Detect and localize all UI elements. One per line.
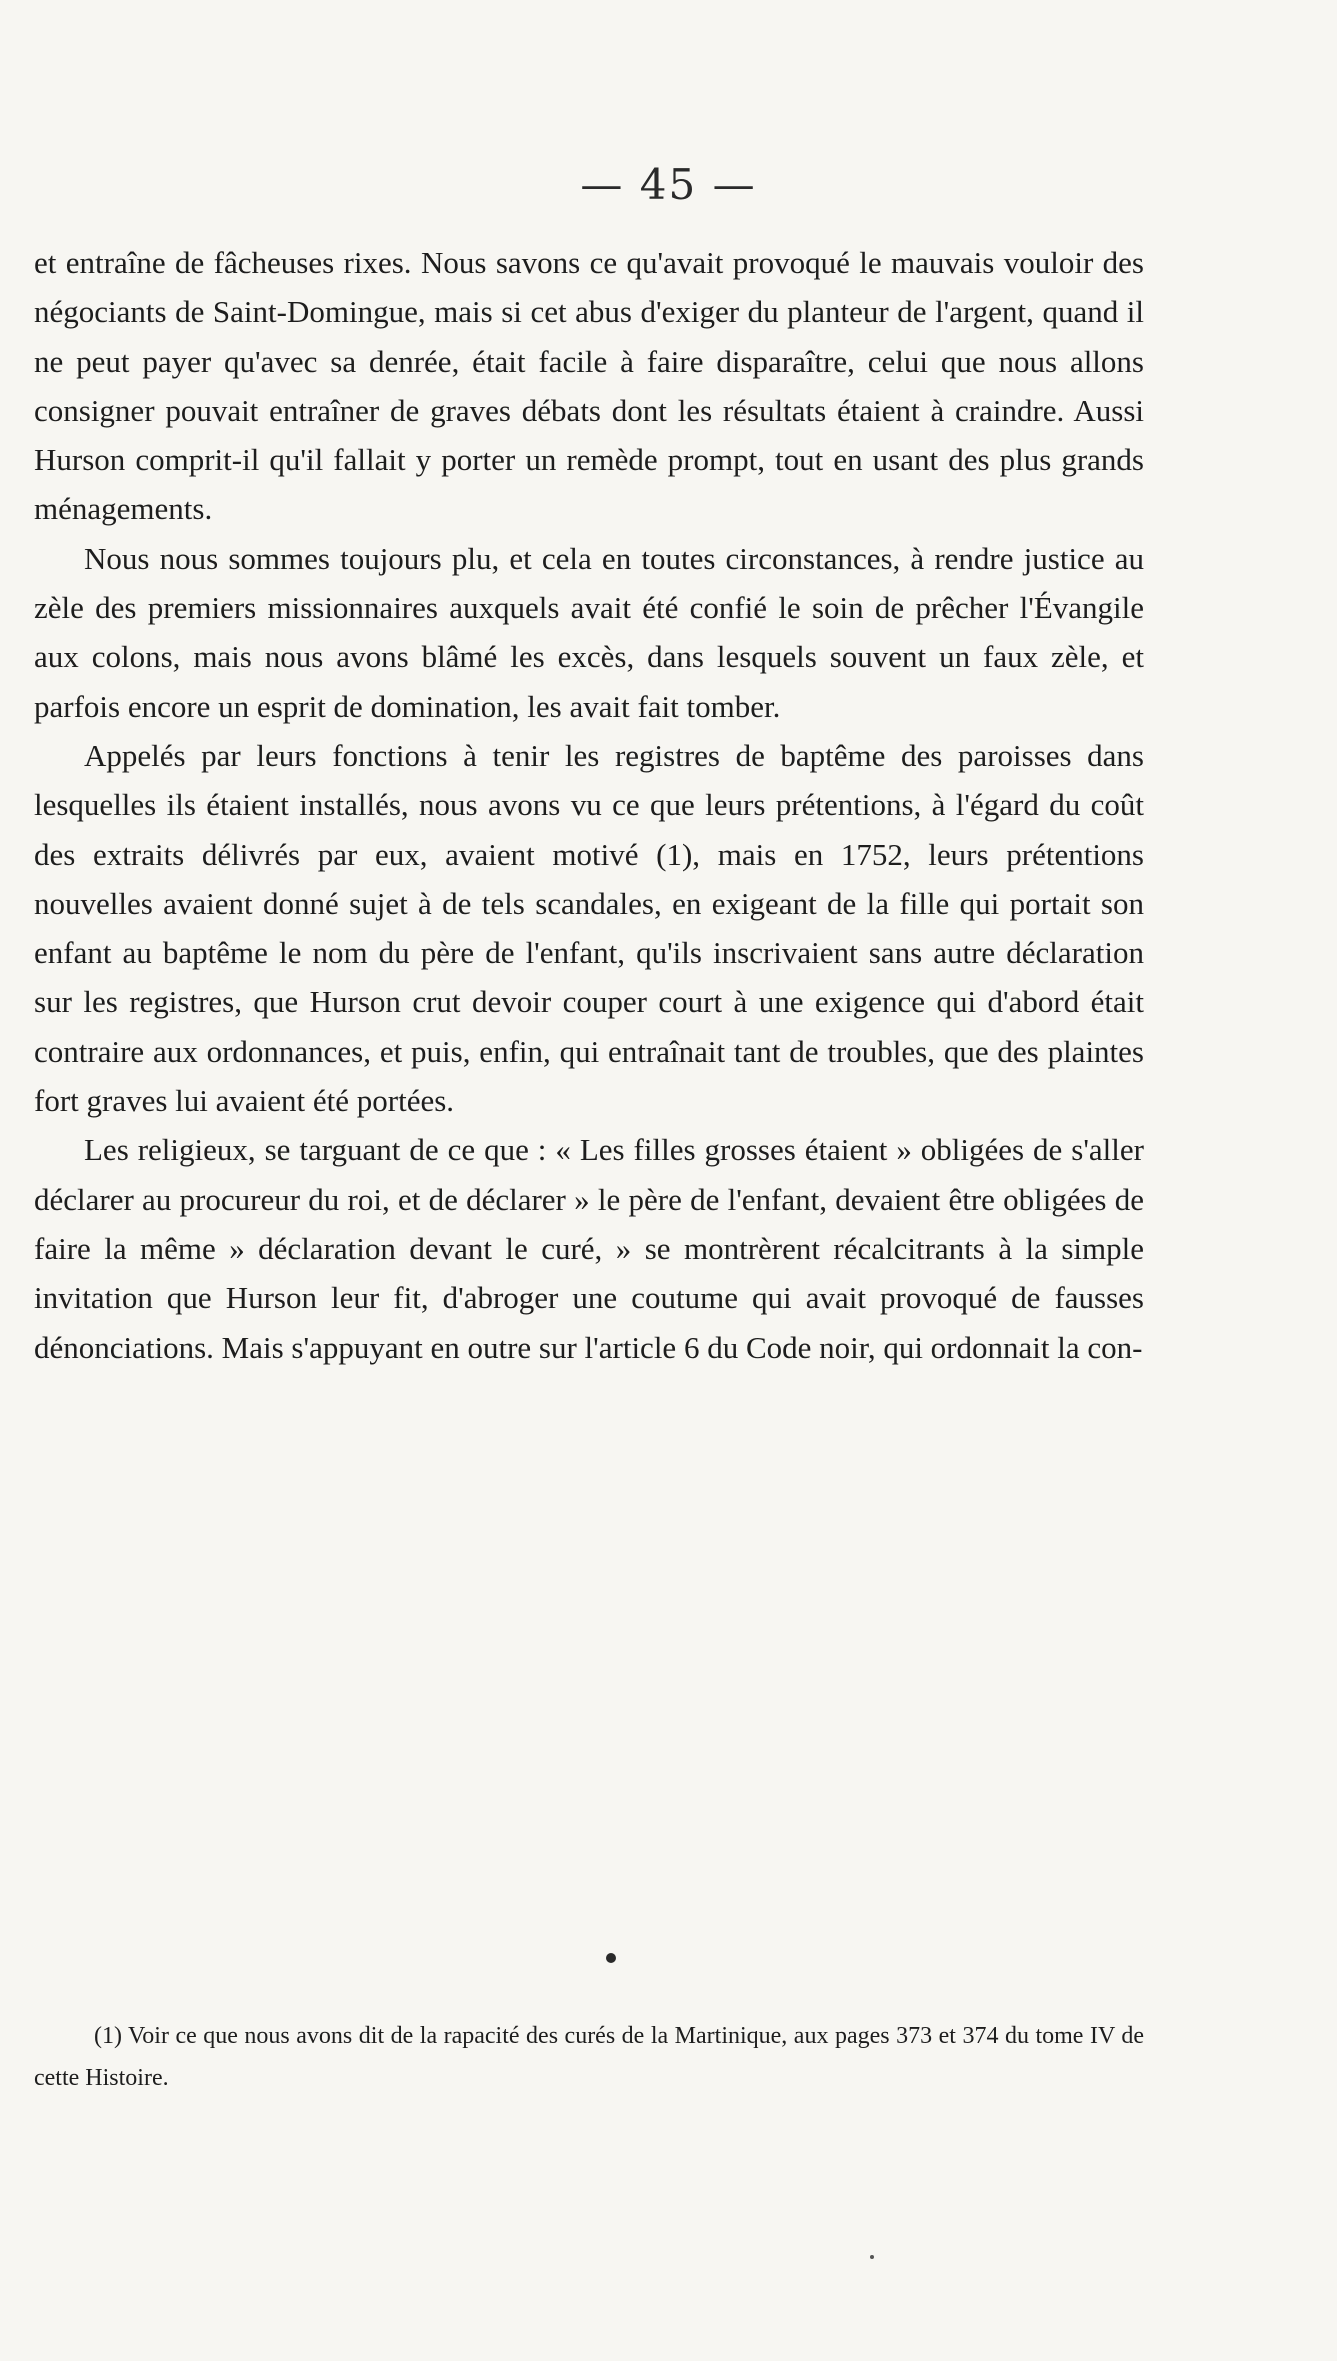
paragraph-3: Appelés par leurs fonctions à tenir les registres de baptême des paroisses dans lesquelles ils étaient installés, nous avons vu ce que leurs prétentions, à l'égard du coût des extraits délivrés par eux, avaient motivé (1), mais en 1752, leurs prétentions nouvelles avaient donné sujet à de tels scandales, en exigeant de la fille qui portait son enfant au baptême le nom du père de l'enfant, qu'ils inscrivaient sans autre déclaration sur les registres, que Hurson crut devoir couper court à une exigence qui d'abord était contraire aux ordonnances, et puis, enfin, qui entraînait tant de troubles, que des plaintes fort graves lui avaient été portées. (34, 737, 1144, 1119)
body-text (34, 238, 1144, 1372)
paragraph-4: Les religieux, se targuant de ce que : « Les filles grosses étaient » obligées de s'aller déclarer au procureur du roi, et de déclarer » le père de l'enfant, devaient être obligées de faire la même » déclaration devant le curé, » se montrèrent récalcitrants à la simple invitation que Hurson leur fit, d'abroger une coutume qui avait provoqué de fausses dénonciations. Mais s'appuyant en outre sur l'article 6 du Code noir, qui ordonnait la con- (34, 1132, 1144, 1365)
ornament-dot-icon (606, 1953, 616, 1963)
ink-speck-icon (870, 2255, 874, 2259)
paragraph-2: Nous nous sommes toujours plu, et cela en toutes circonstances, à rendre justice au zèle des premiers missionnaires auxquels avait été confié le soin de prêcher l'Évangile aux colons, mais nous avons blâmé les excès, dans lesquels souvent un faux zèle, et parfois encore un esprit de domination, les avait fait tomber. (34, 540, 1144, 724)
paragraph-1: et entraîne de fâcheuses rixes. Nous savons ce qu'avait provoqué le mauvais vouloir des négociants de Saint-Domingue, mais si cet abus d'exiger du planteur de l'argent, quand il ne peut payer qu'avec sa denrée, était facile à faire disparaître, celui que nous allons consigner pouvait entraîner de graves débats dont les résultats étaient à craindre. Aussi Hurson comprit-il qu'il fallait y porter un remède prompt, tout en usant des plus grands ménagements. (34, 245, 1144, 527)
footnote: (1) Voir ce que nous avons dit de la rapacité des curés de la Martinique, aux pages 373 et 374 du tome IV de cette Histoire. (34, 2023, 1144, 2091)
page-number: — 45 — (580, 160, 757, 209)
